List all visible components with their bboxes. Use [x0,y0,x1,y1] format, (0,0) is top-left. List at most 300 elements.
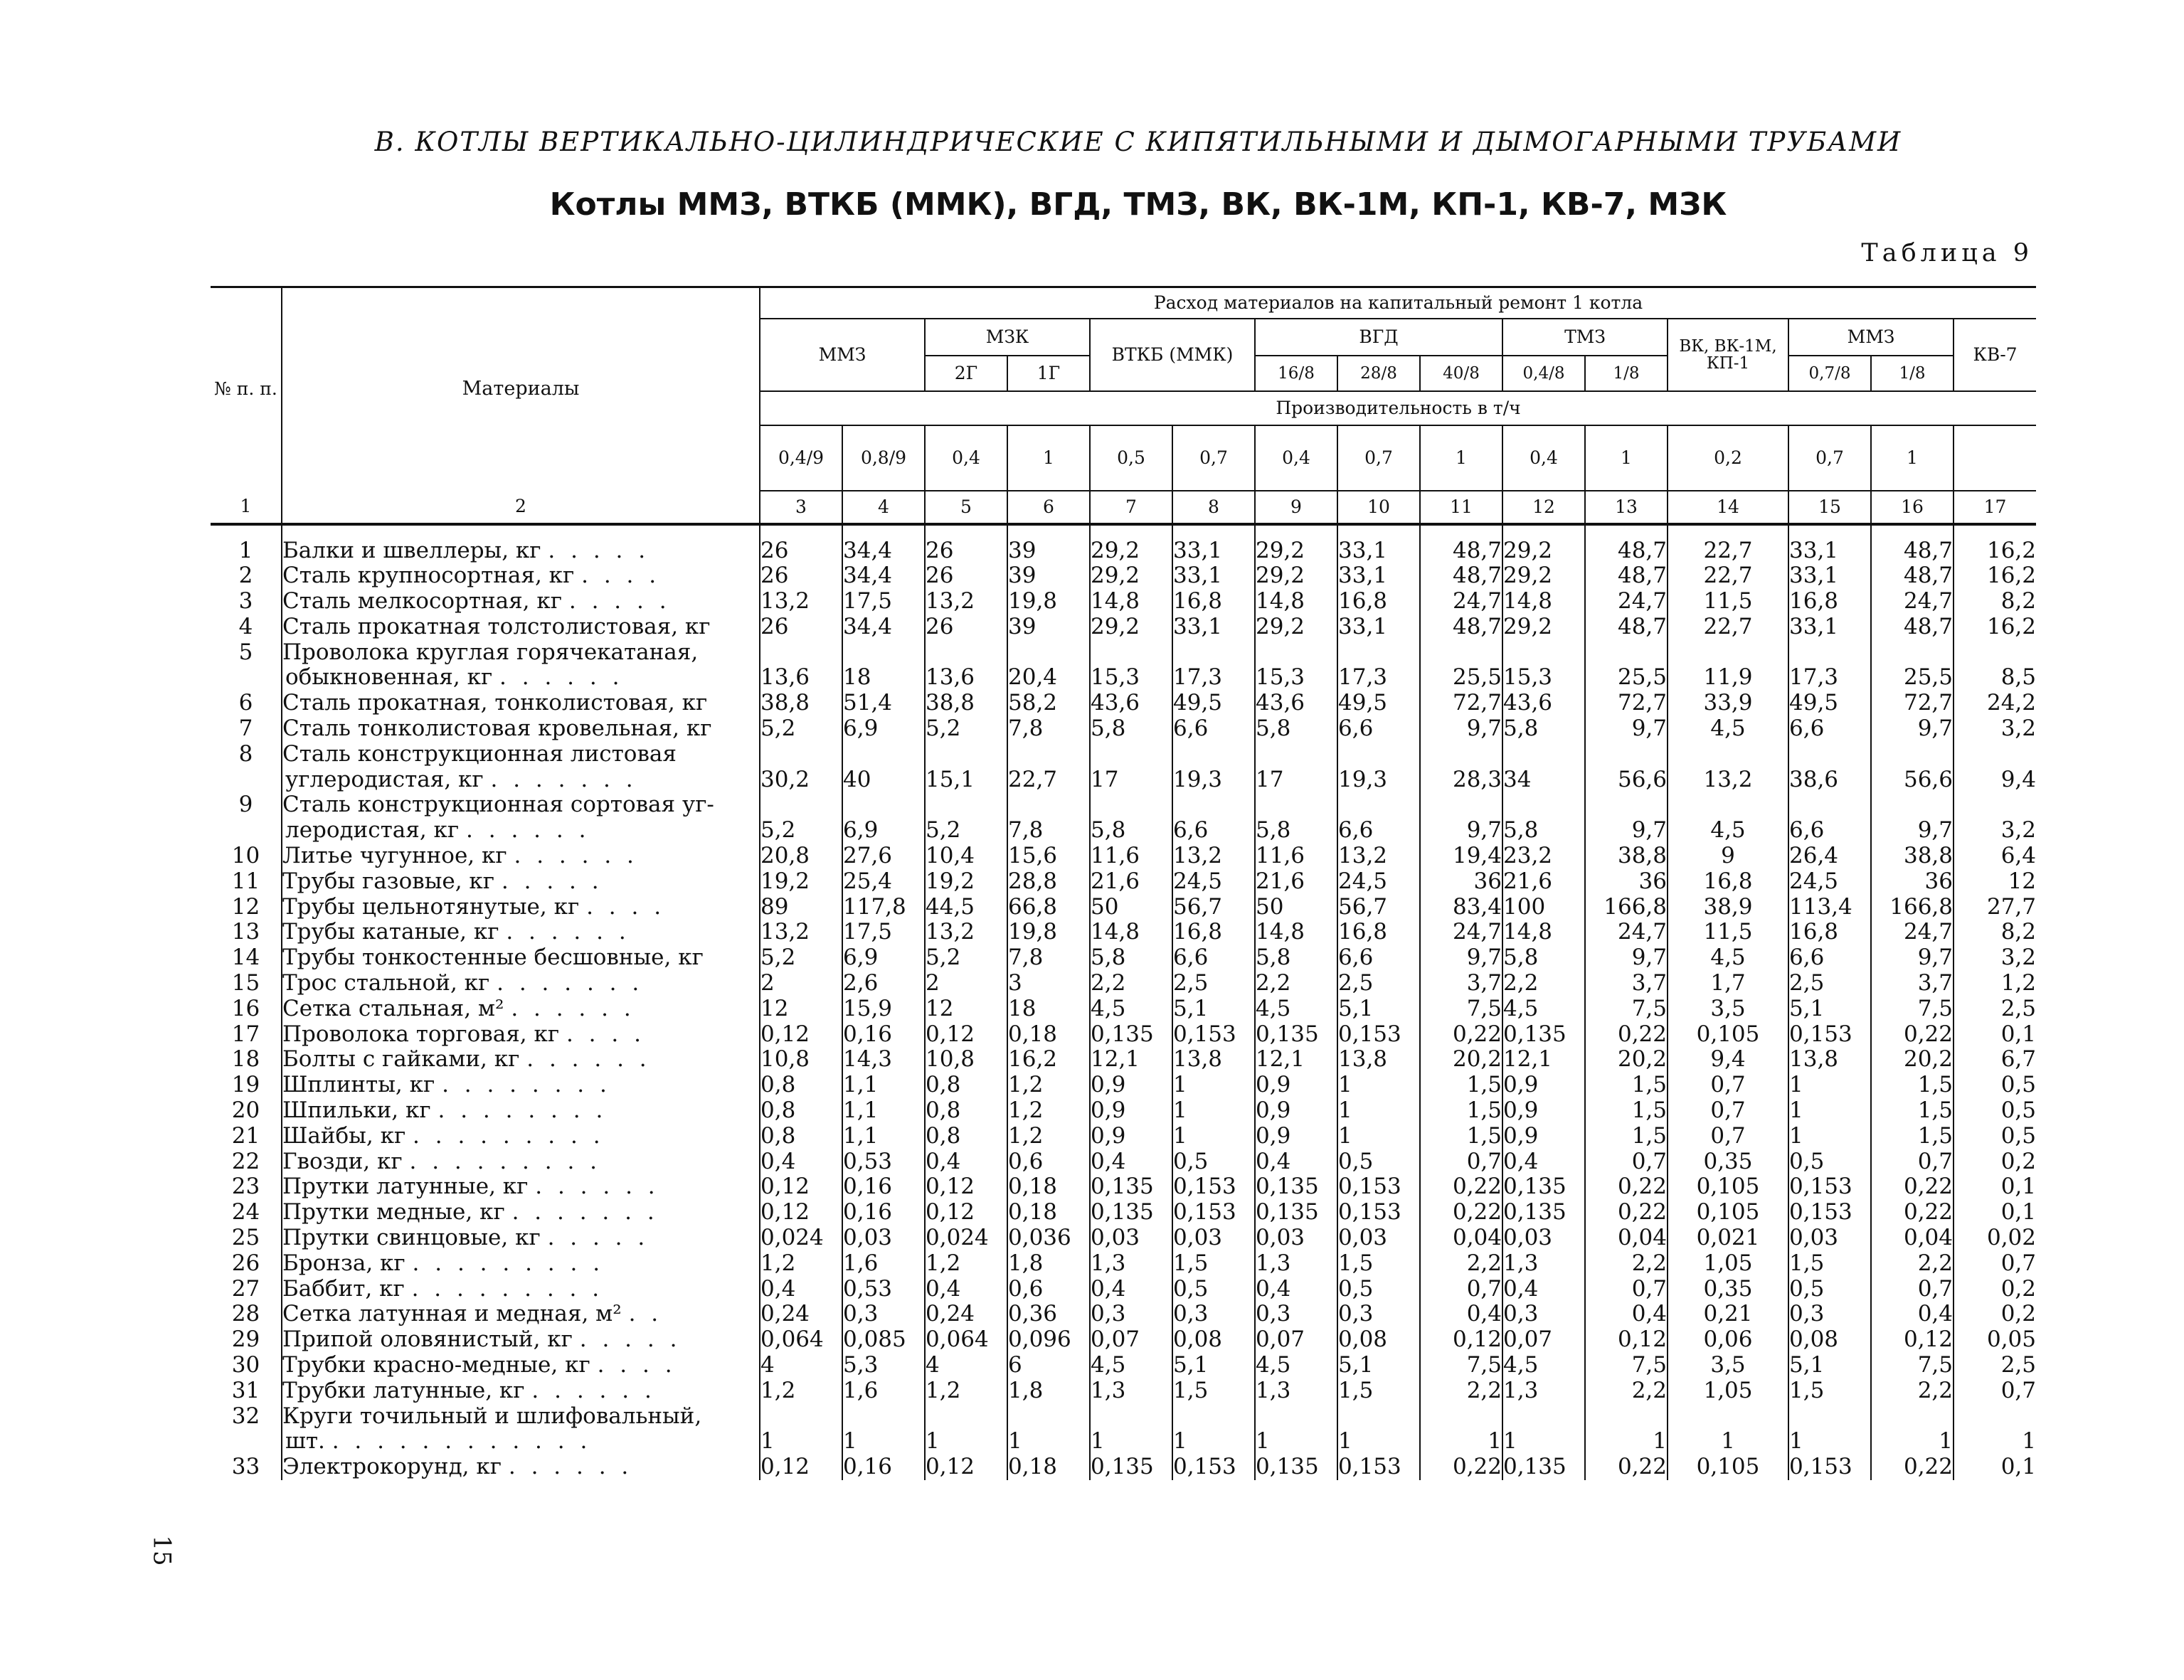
value-cell: 3,2 [2000,817,2037,844]
value-cell: 24,7 [1871,589,1954,615]
value-cell: 0,5 [1788,1277,1871,1302]
value-cell: 1,5 [1172,1378,1255,1404]
material-name-line [282,1353,759,1378]
value-cell: 4 [760,1353,842,1378]
productivity-cell: 0,7 [1788,425,1871,491]
value-cell: 1,05 [1668,1251,1788,1277]
material-text: Шпильки, кг [282,1098,431,1124]
value-cell: 0,24 [760,1302,842,1327]
value-cell: 2,2 [1255,971,1337,996]
value-cell: 36 [1585,869,1668,895]
material-name-line [282,1098,759,1124]
leader-dots: . . . . . . . . . [412,1250,605,1276]
value-cell: 0,12 [925,1174,1007,1200]
row-number: 28 [211,1302,282,1327]
material-name-line [282,1022,759,1048]
table-row [211,1378,2036,1404]
value-cell: 3,2 [2000,716,2037,742]
value-cell: 6,9 [842,716,925,742]
value-cell: 15,1 [925,742,1007,793]
value-cell: 1 [1337,1098,1420,1124]
value-cell: 2,5 [1337,971,1420,996]
value-cell: 1,1 [842,1124,925,1149]
leader-dots: . . . . . [579,1327,682,1353]
value-cell: 17,5 [842,589,925,615]
value-cell: 13,2 [1172,844,1255,869]
row-number: 17 [211,1022,282,1048]
leader-dots: . . . . [586,894,666,920]
value-cell: 25,5 [1871,640,1954,691]
material-name [282,971,760,996]
row-number: 1 [211,524,282,564]
value-cell: 0,153 [1172,1022,1255,1048]
value-cell: 12,1 [1502,1047,1585,1073]
material-text: Шплинты, кг [282,1073,435,1098]
material-text: Трубы тонкостенные бесшовные, кг [282,945,704,971]
value-cell: 16,8 [1788,589,1871,615]
value-cell: 33,1 [1172,524,1255,564]
material-name [282,1378,760,1404]
value-cell: 15,3 [1090,640,1172,691]
value-cell: 0,22 [1420,1174,1502,1200]
value-cell: 17,5 [842,920,925,945]
value-cell: 33,1 [1172,615,1255,640]
row-number: 14 [211,945,282,971]
value-cell: 7,5 [1420,1353,1502,1378]
table-row [211,1353,2036,1378]
value-cell: 5,2 [925,716,1007,742]
value-cell: 22,7 [1668,615,1788,640]
value-cell: 0,4 [760,1149,842,1175]
material-name [282,792,760,844]
value-cell: 100 [1502,895,1585,920]
value-cell: 10,4 [925,844,1007,869]
table-row [211,1149,2036,1175]
value-cell: 33,9 [1668,691,1788,716]
header-mmz2-a: 0,7/8 [1788,356,1871,391]
value-cell: 1 [1585,1404,1668,1455]
value-cell: 0,135 [1255,1174,1337,1200]
value-cell: 14,8 [1502,920,1585,945]
value-cell: 1,5 [1420,1098,1502,1124]
material-text: Прутки латунные, кг [282,1174,529,1200]
column-number: 15 [1788,491,1871,524]
value-cell: 13,2 [925,589,1007,615]
column-number: 14 [1668,491,1788,524]
value-cell: 0,064 [925,1327,1007,1353]
value-cell: 38,8 [925,691,1007,716]
section-title: В. КОТЛЫ ВЕРТИКАЛЬНО-ЦИЛИНДРИЧЕСКИЕ С КИПЯТИЛЬНЫМИ И ДЫМОГАРНЫМИ ТРУБАМИ [374,127,1902,157]
value-cell: 0,153 [1337,1174,1420,1200]
value-cell: 1,5 [1337,1378,1420,1404]
value-cell: 0,02 [1986,1225,2037,1251]
material-name-line [282,818,759,844]
material-name-line [282,996,759,1022]
value-cell: 0,18 [1007,1200,1090,1226]
row-number: 9 [211,792,282,844]
value-cell: 6,6 [1788,716,1871,742]
value-cell: 0,135 [1502,1455,1585,1480]
value-cell: 34,4 [842,615,925,640]
material-name-line [282,945,759,971]
leader-dots: . . . . . . [535,1174,659,1200]
value-cell: 0,7 [1585,1149,1668,1175]
value-cell: 18 [1007,996,1090,1022]
material-text: Трос стальной, кг [282,971,490,996]
value-cell: 1,2 [760,1378,842,1404]
material-name-line [282,640,759,666]
value-cell: 1,2 [1007,1073,1090,1098]
leader-dots: . . . . [597,1353,677,1378]
value-cell: 0,7 [1668,1098,1788,1124]
value-cell: 26,4 [1788,844,1871,869]
value-cell: 24,7 [1585,920,1668,945]
value-cell: 48,7 [1585,563,1668,589]
material-name-line [282,1327,759,1353]
value-cell: 21,6 [1090,869,1172,895]
table-row [211,1073,2036,1098]
value-cell: 5,1 [1788,996,1871,1022]
value-cell: 0,7 [1420,1277,1502,1302]
value-cell: 0,12 [1871,1327,1954,1353]
value-cell: 1 [1172,1098,1255,1124]
material-name-line [282,971,759,996]
value-cell: 33,1 [1337,524,1420,564]
material-text: Электрокорунд, кг [282,1455,502,1480]
value-cell: 0,8 [760,1098,842,1124]
value-cell: 0,03 [1502,1226,1585,1251]
value-cell: 0,153 [1172,1200,1255,1226]
value-cell: 0,9 [1090,1073,1172,1098]
table-row [211,869,2036,895]
material-text: Бронза, кг [282,1250,405,1276]
value-cell: 0,6 [1007,1277,1090,1302]
row-number: 33 [211,1455,282,1480]
table-body [211,524,2036,1480]
value-cell: 166,8 [1585,895,1668,920]
value-cell: 1,5 [1871,1073,1954,1098]
value-cell: 33,1 [1788,615,1871,640]
table-row [211,563,2036,589]
material-name [282,996,760,1022]
value-cell: 0,4 [1502,1277,1585,1302]
row-number: 32 [211,1404,282,1455]
value-cell: 12,1 [1255,1047,1337,1073]
column-number: 5 [925,491,1007,524]
value-cell: 0,12 [925,1455,1007,1480]
value-cell: 40 [842,742,925,793]
value-cell: 15,6 [1007,844,1090,869]
value-cell: 0,9 [1255,1098,1337,1124]
value-cell: 22,7 [1668,524,1788,564]
value-cell: 0,8 [925,1073,1007,1098]
value-cell: 21,6 [1255,869,1337,895]
value-cell: 1,2 [925,1251,1007,1277]
value-cell: 58,2 [1007,691,1090,716]
row-number: 16 [211,996,282,1022]
value-cell: 5,1 [1172,996,1255,1022]
value-cell: 2,2 [1420,1251,1502,1277]
material-name [282,1327,760,1353]
leader-dots: . . . . . . [466,817,590,844]
material-name [282,1302,760,1327]
value-cell: 51,4 [842,691,925,716]
row-number: 10 [211,844,282,869]
leader-dots: . . . . . . . . [442,1073,611,1098]
table-row [211,844,2036,869]
value-cell: 48,7 [1871,563,1954,589]
value-cell: 0,07 [1255,1327,1337,1353]
value-cell: 1 [925,1404,1007,1455]
value-cell: 0,24 [925,1302,1007,1327]
value-cell: 1 [1007,1404,1090,1455]
value-cell: 5,1 [1337,996,1420,1022]
value-cell: 5,8 [1255,792,1337,844]
value-cell: 3,5 [1668,1353,1788,1378]
row-number: 20 [211,1098,282,1124]
value-cell: 0,7 [1871,1277,1954,1302]
value-cell: 1,5 [1585,1098,1668,1124]
value-cell: 48,7 [1871,524,1954,564]
productivity-cell: 0,4 [1502,425,1585,491]
value-cell: 15,3 [1502,640,1585,691]
value-cell: 48,7 [1585,615,1668,640]
table-row [211,1174,2036,1200]
value-cell: 0,3 [1090,1302,1172,1327]
value-cell: 27,6 [842,844,925,869]
header-vtkb: ВТКБ (ММК) [1090,319,1255,391]
value-cell: 16,8 [1788,920,1871,945]
material-text: Сталь конструкционная листовая [282,741,677,767]
value-cell: 24,5 [1172,869,1255,895]
value-cell: 0,4 [1255,1277,1337,1302]
column-number: 3 [760,491,842,524]
value-cell: 9,7 [1585,792,1668,844]
value-cell: 29,2 [1502,524,1585,564]
value-cell: 0,135 [1090,1022,1172,1048]
value-cell: 0,9 [1502,1124,1585,1149]
value-cell: 4,5 [1668,716,1788,742]
material-name-line [282,1124,759,1149]
value-cell: 13,8 [1172,1047,1255,1073]
table-row [211,1124,2036,1149]
value-cell: 117,8 [842,895,925,920]
value-cell: 11,6 [1090,844,1172,869]
table-row [211,742,2036,793]
value-cell: 4,5 [1090,1353,1172,1378]
leader-dots: . . . . . [501,868,603,894]
value-cell: 1,5 [1788,1378,1871,1404]
value-cell: 0,8 [925,1098,1007,1124]
value-cell: 6,9 [842,792,925,844]
value-cell: 24,7 [1871,920,1954,945]
value-cell: 16,8 [1668,869,1788,895]
value-cell: 0,22 [1420,1022,1502,1048]
value-cell: 1 [1788,1098,1871,1124]
material-name-line [282,1174,759,1200]
value-cell: 16,2 [1007,1047,1090,1073]
value-cell: 0,4 [1871,1302,1954,1327]
value-cell: 0,135 [1090,1455,1172,1480]
header-mzk-2g: 2Г [925,356,1007,391]
value-cell: 72,7 [1871,691,1954,716]
material-text: Трубки красно-медные, кг [282,1353,590,1378]
value-cell: 4,5 [1255,996,1337,1022]
material-text: Проволока торговая, кг [282,1021,560,1047]
value-cell: 2,5 [1788,971,1871,996]
material-name [282,869,760,895]
value-cell: 1,5 [1871,1124,1954,1149]
row-number: 7 [211,716,282,742]
value-cell: 49,5 [1172,691,1255,716]
value-cell: 7,5 [1871,996,1954,1022]
value-cell: 38,8 [1871,844,1954,869]
material-name [282,1353,760,1378]
value-cell: 0,153 [1788,1022,1871,1048]
value-cell: 34,4 [842,524,925,564]
value-cell: 0,16 [842,1200,925,1226]
material-name-line [282,869,759,895]
value-cell: 1,2 [1007,1098,1090,1124]
value-cell: 6,6 [1172,945,1255,971]
material-name [282,945,760,971]
value-cell: 14,8 [1502,589,1585,615]
material-text: Припой оловянистый, кг [282,1327,573,1353]
value-cell: 0,3 [1337,1302,1420,1327]
value-cell: 30,2 [760,742,842,793]
value-cell: 9,4 [1668,1047,1788,1073]
material-text: Сталь мелкосортная, кг [282,589,563,615]
material-text: Балки и швеллеры, кг [282,537,541,563]
value-cell: 5,8 [1255,945,1337,971]
value-cell: 19,2 [925,869,1007,895]
value-cell: 9,7 [1585,945,1668,971]
table-label: Таблица 9 [1861,239,2033,267]
value-cell: 0,12 [925,1200,1007,1226]
header-productivity: Производительность в т/ч [760,391,2036,425]
value-cell: 0,105 [1668,1022,1788,1048]
value-cell: 0,22 [1420,1200,1502,1226]
value-cell: 7,5 [1420,996,1502,1022]
value-cell: 0,7 [2000,1377,2037,1403]
material-name [282,895,760,920]
value-cell: 12 [2008,868,2037,894]
value-cell: 0,07 [1502,1327,1585,1353]
row-number: 18 [211,1047,282,1073]
value-cell: 0,12 [760,1455,842,1480]
value-cell: 8,5 [2000,664,2037,691]
material-name-line [282,792,759,818]
value-cell: 0,153 [1788,1200,1871,1226]
value-cell: 10,8 [925,1047,1007,1073]
column-number: 1 [211,491,282,524]
value-cell: 83,4 [1420,895,1502,920]
material-text: Прутки медные, кг [282,1200,505,1226]
leader-dots: . . . . . . [526,1047,651,1073]
value-cell: 5,1 [1172,1353,1255,1378]
table-row [211,1226,2036,1251]
value-cell: 1,3 [1502,1378,1585,1404]
value-cell: 0,04 [1871,1226,1954,1251]
value-cell: 0,03 [1337,1226,1420,1251]
material-name-line [282,1429,759,1455]
value-cell: 0,135 [1255,1200,1337,1226]
value-cell: 23,2 [1502,844,1585,869]
value-cell: 0,024 [925,1226,1007,1251]
value-cell: 5,2 [760,716,842,742]
value-cell: 26 [925,563,1007,589]
value-cell: 16,8 [1337,920,1420,945]
material-name [282,1022,760,1048]
material-name-line [282,920,759,945]
value-cell: 3,2 [2000,945,2037,971]
value-cell: 13,8 [1788,1047,1871,1073]
material-name [282,1073,760,1098]
value-cell: 17,3 [1172,640,1255,691]
value-cell: 0,9 [1090,1124,1172,1149]
value-cell: 0,16 [842,1022,925,1048]
table-row [211,895,2036,920]
material-text: шт. [285,1428,325,1455]
value-cell: 11,6 [1255,844,1337,869]
value-cell: 2,2 [1871,1251,1954,1277]
value-cell: 7,5 [1871,1353,1954,1378]
column-number: 17 [1954,491,2036,524]
column-number: 6 [1007,491,1090,524]
value-cell: 29,2 [1090,615,1172,640]
value-cell: 0,5 [1337,1149,1420,1175]
value-cell: 0,153 [1337,1455,1420,1480]
value-cell: 2 [760,971,842,996]
value-cell: 4,5 [1255,1353,1337,1378]
value-cell: 0,4 [1090,1277,1172,1302]
value-cell: 2,5 [2000,1352,2037,1378]
row-number: 13 [211,920,282,945]
row-number: 29 [211,1327,282,1353]
value-cell: 25,5 [1585,640,1668,691]
material-text: Сетка латунная и медная, м² [282,1302,622,1327]
value-cell: 4,5 [1090,996,1172,1022]
value-cell: 1 [1090,1404,1172,1455]
value-cell: 5,2 [925,945,1007,971]
value-cell: 33,1 [1172,563,1255,589]
material-text: обыкновенная, кг [285,664,493,691]
row-number: 6 [211,691,282,716]
material-text: леродистая, кг [285,817,460,844]
value-cell: 1 [1172,1404,1255,1455]
value-cell: 0,105 [1668,1200,1788,1226]
material-text: Баббит, кг [282,1276,405,1302]
value-cell: 0,9 [1502,1073,1585,1098]
value-cell: 38,8 [760,691,842,716]
value-cell: 0,135 [1502,1200,1585,1226]
material-name [282,1277,760,1302]
table-row [211,1098,2036,1124]
value-cell: 0,2 [2000,1148,2037,1174]
value-cell: 5,8 [1502,716,1585,742]
material-text: Трубки латунные, кг [282,1378,525,1403]
value-cell: 21,6 [1502,869,1585,895]
value-cell: 7,8 [1007,792,1090,844]
value-cell: 6,7 [2000,1046,2037,1073]
value-cell: 39 [1007,524,1090,564]
value-cell: 13,6 [925,640,1007,691]
value-cell: 3 [1007,971,1090,996]
value-cell: 24,5 [1788,869,1871,895]
value-cell: 10,8 [760,1047,842,1073]
value-cell: 25,5 [1420,640,1502,691]
material-text: Сетка стальная, м² [282,996,504,1021]
